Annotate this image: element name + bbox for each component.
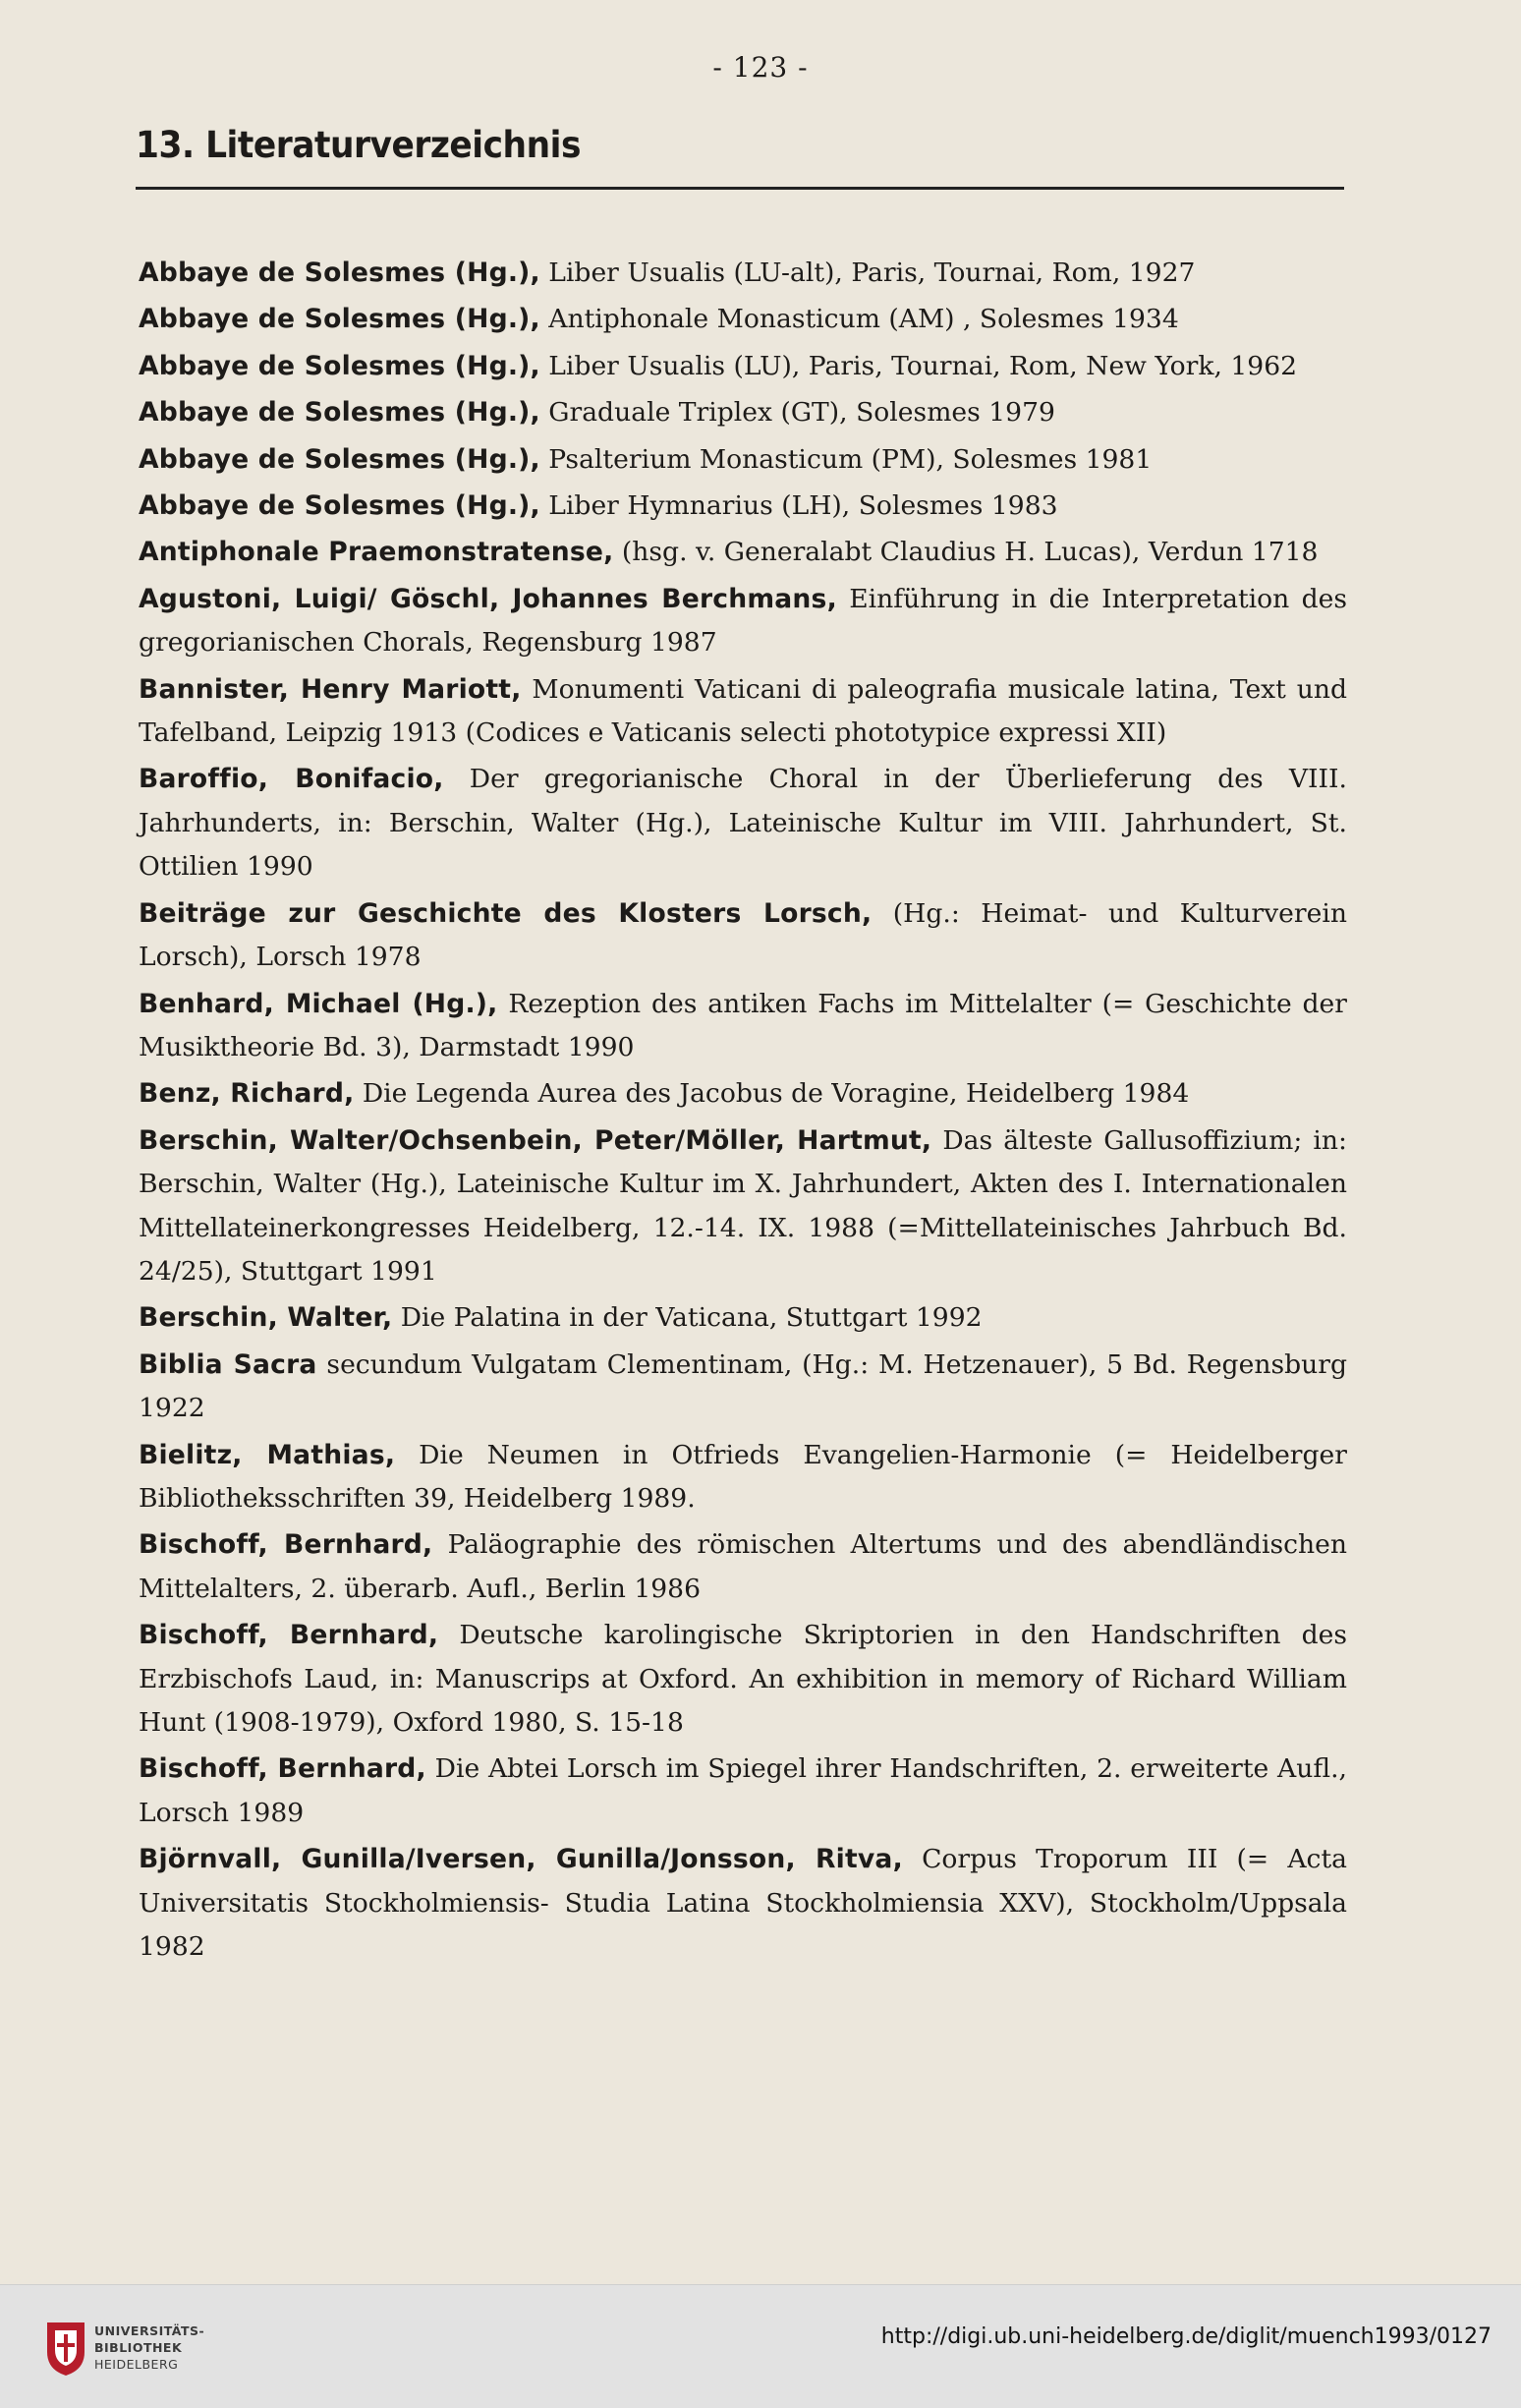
page-title: 13. Literaturverzeichnis xyxy=(136,124,581,166)
logo-line: UNIVERSITÄTS- xyxy=(94,2323,205,2338)
bibliography-entry xyxy=(139,391,1347,434)
permalink-url[interactable]: http://digi.ub.uni-heidelberg.de/diglit/muench1993/0127 xyxy=(880,2324,1492,2349)
entry-text: Einführung in die Interpretation des gregorianischen Chorals, Regensburg 1987 xyxy=(139,583,1347,659)
bibliography-entry xyxy=(139,298,1347,341)
entry-author: Biblia Sacra xyxy=(139,1348,317,1380)
entry-text: Rezeption des antiken Fachs im Mittelalter (= Geschichte der Musiktheorie Bd. 3), Darmstadt 1990 xyxy=(139,988,1347,1062)
bibliography-entry xyxy=(139,668,1347,756)
entry-author: Abbaye de Solesmes (Hg.), xyxy=(139,397,540,429)
entry-author: Abbaye de Solesmes (Hg.), xyxy=(139,443,540,475)
bibliography-entry xyxy=(139,438,1347,482)
bibliography-entry xyxy=(139,1072,1347,1116)
entry-author: Bannister, Henry Mariott, xyxy=(139,673,522,705)
entry-author: Antiphonale Praemonstratense, xyxy=(139,537,614,568)
entry-author: Bischoff, Bernhard, xyxy=(139,1753,426,1785)
entry-text: Liber Hymnarius (LH), Solesmes 1983 xyxy=(539,490,1058,522)
bibliography-entry xyxy=(139,1838,1347,1969)
entry-text: Die Abtei Lorsch im Spiegel ihrer Handschriften, 2. erweiterte Aufl., Lorsch 1989 xyxy=(139,1753,1347,1828)
entry-author: Abbaye de Solesmes (Hg.), xyxy=(139,350,540,381)
bibliography-entry xyxy=(139,578,1347,665)
entry-author: Abbaye de Solesmes (Hg.), xyxy=(139,490,540,522)
bibliography-list xyxy=(139,252,1347,1972)
entry-author: Abbaye de Solesmes (Hg.), xyxy=(139,304,540,335)
entry-text: Monumenti Vaticani di paleografia musicale latina, Text und Tafelband, Leipzig 1913 (Codices e Vaticanis selecti phototypice expressi XII) xyxy=(139,673,1347,749)
entry-author: Benz, Richard, xyxy=(139,1078,355,1110)
entry-text: Der gregorianische Choral in der Überlieferung des VIII. Jahrhunderts, in: Berschin, Walter (Hg.), Lateinische Kultur im VIII. Jahrhundert, St. Ottilien 1990 xyxy=(139,764,1348,883)
entry-author: Björnvall, Gunilla/Iversen, Gunilla/Jonsson, Ritva, xyxy=(139,1844,903,1875)
bibliography-entry xyxy=(139,531,1347,574)
logo-line: BIBLIOTHEK xyxy=(94,2340,183,2355)
entry-text: secundum Vulgatam Clementinam, (Hg.: M. Hetzenauer), 5 Bd. Regensburg 1922 xyxy=(139,1348,1347,1424)
library-logo[interactable] xyxy=(43,2319,279,2379)
entry-text: Graduale Triplex (GT), Solesmes 1979 xyxy=(539,397,1055,429)
entry-author: Agustoni, Luigi/ Göschl, Johannes Berchmans, xyxy=(139,583,837,614)
heading-divider xyxy=(136,187,1344,190)
entry-text: Die Palatina in der Vaticana, Stuttgart 1992 xyxy=(392,1302,983,1334)
entry-text: Antiphonale Monasticum (AM) , Solesmes 1934 xyxy=(539,304,1179,335)
bibliography-entry xyxy=(139,1523,1347,1611)
page-number: - 123 - xyxy=(712,51,809,84)
entry-text: Liber Usualis (LU), Paris, Tournai, Rom, New York, 1962 xyxy=(539,350,1298,381)
bibliography-entry xyxy=(139,1344,1347,1431)
bibliography-entry xyxy=(139,1748,1347,1835)
entry-author: Beiträge zur Geschichte des Klosters Lorsch, xyxy=(139,897,873,929)
bibliography-entry xyxy=(139,758,1347,889)
bibliography-entry xyxy=(139,345,1347,388)
entry-text: Das älteste Gallusoffizium; in: Berschin, Walter (Hg.), Lateinische Kultur im X. Jahrhundert, Akten des I. Internationalen Mittellateinerkongresses Heidelberg, 12.-14. IX. 1988 (=Mittellateinisches Jahrbuch Bd. 24/25), Stuttgart 1991 xyxy=(139,1124,1348,1287)
entry-text: Die Neumen in Otfrieds Evangelien-Harmonie (= Heidelberger Bibliotheksschriften 39, Heidelberg 1989. xyxy=(139,1439,1347,1514)
entry-author: Benhard, Michael (Hg.), xyxy=(139,988,498,1019)
bibliography-entry xyxy=(139,1614,1347,1745)
bibliography-entry xyxy=(139,983,1347,1070)
entry-author: Bielitz, Mathias, xyxy=(139,1439,396,1470)
entry-text: Corpus Troporum III (= Acta Universitatis Stockholmiensis- Studia Latina Stockholmiensia XXV), Stockholm/Uppsala 1982 xyxy=(139,1844,1347,1963)
entry-author: Abbaye de Solesmes (Hg.), xyxy=(139,258,540,288)
logo-line: HEIDELBERG xyxy=(94,2357,179,2372)
bibliography-entry xyxy=(139,252,1347,295)
entry-author: Berschin, Walter/Ochsenbein, Peter/Möller, Hartmut, xyxy=(139,1124,932,1156)
bibliography-entry xyxy=(139,1434,1347,1521)
entry-text: Paläographie des römischen Altertums und des abendländischen Mittelalters, 2. überarb. Aufl., Berlin 1986 xyxy=(139,1529,1347,1604)
entry-text: Liber Usualis (LU-alt), Paris, Tournai, Rom, 1927 xyxy=(539,258,1196,288)
entry-text: Deutsche karolingische Skriptorien in den Handschriften des Erzbischofs Laud, in: Manuscrips at Oxford. An exhibition in memory of Richard William Hunt (1908-1979), Oxford 1980, S. 15-18 xyxy=(139,1620,1347,1738)
entry-text: (hsg. v. Generalabt Claudius H. Lucas), Verdun 1718 xyxy=(613,537,1319,568)
bibliography-entry xyxy=(139,1296,1347,1340)
library-seal-icon xyxy=(43,2319,88,2379)
entry-text: (Hg.: Heimat- und Kulturverein Lorsch), Lorsch 1978 xyxy=(139,897,1347,973)
bibliography-entry xyxy=(139,892,1347,980)
entry-text: Psalterium Monasticum (PM), Solesmes 1981 xyxy=(539,443,1153,475)
viewer-footer xyxy=(0,2284,1521,2408)
entry-author: Bischoff, Bernhard, xyxy=(139,1620,439,1651)
entry-author: Bischoff, Bernhard, xyxy=(139,1529,433,1561)
entry-author: Baroffio, Bonifacio, xyxy=(139,764,444,795)
entry-text: Die Legenda Aurea des Jacobus de Voragine, Heidelberg 1984 xyxy=(354,1078,1190,1110)
entry-author: Berschin, Walter, xyxy=(139,1302,393,1334)
bibliography-entry xyxy=(139,485,1347,528)
bibliography-entry xyxy=(139,1119,1347,1294)
